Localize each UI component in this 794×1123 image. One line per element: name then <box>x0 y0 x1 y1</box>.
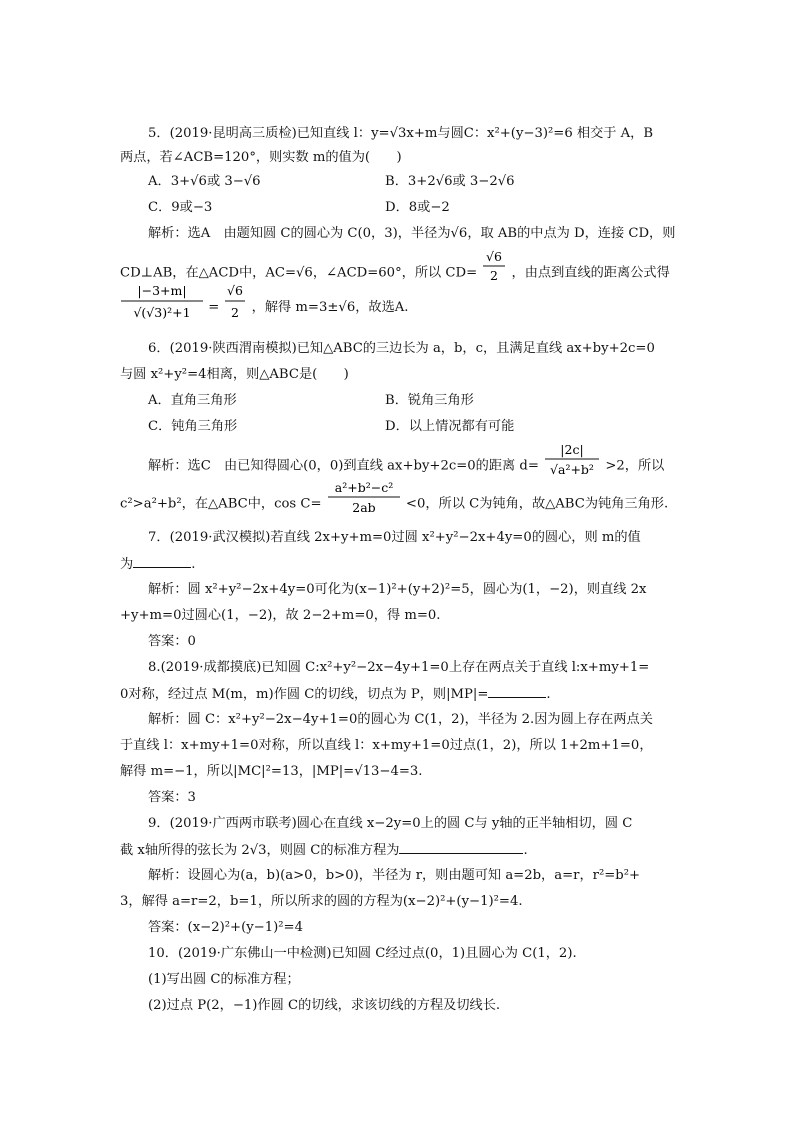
problem-6-option-c: C．钝角三角形 <box>148 419 238 434</box>
problem-5-stem-line-2: 两点，若∠ACB=120°，则实数 m的值为( ) <box>120 150 402 165</box>
solution-text: 截 x轴所得的弦长为 2√3，则圆 C的标准方程为 <box>120 843 400 858</box>
solution-text: 为 <box>120 557 134 572</box>
fraction-denominator: 2 <box>231 305 240 320</box>
problem-6-solution-line-2 <box>120 480 669 518</box>
problem-10-stem: 10．(2019·广东佛山一中检测)已知圆 C经过点(0，1)且圆心为 C(1，2). <box>148 946 577 961</box>
problem-5-solution-line-1: 解析：选A 由题知圆 C的圆心为 C(0，3)，半径为√6，取 AB的中点为 D，连接 CD，则 <box>148 226 676 241</box>
problem-6-stem-line-1: 6．(2019·陕西渭南模拟)已知△ABC的三边长为 a，b，c，且满足直线 ax+by+2c=0 <box>148 341 655 356</box>
problem-5-option-c: C．9或−3 <box>148 200 213 215</box>
problem-9-solution-line-1: 解析：设圆心为(a，b)(a>0，b>0)，半径为 r，则由题可知 a=2b，a=r，r²=b²+ <box>148 868 641 883</box>
problem-6-stem-line-2: 与圆 x²+y²=4相离，则△ABC是( ) <box>120 367 349 382</box>
fraction-denominator: 2 <box>490 268 499 283</box>
fraction-numerator: |−3+m| <box>137 283 187 298</box>
solution-text: CD⊥AB，在△ACD中，AC=√6，∠ACD=60°，所以 CD= <box>120 265 478 281</box>
fraction-d <box>543 440 601 480</box>
problem-8-stem-line-2 <box>120 685 680 704</box>
answer-blank <box>399 841 523 854</box>
solution-text: >2，所以 <box>605 458 665 474</box>
solution-text: 0对称，经过点 M(m，m)作圆 C的切线，切点为 P，则|MP|= <box>120 687 489 702</box>
problem-6-option-d: D．以上情况都有可能 <box>385 419 515 434</box>
problem-6-option-b: B．锐角三角形 <box>385 393 474 408</box>
problem-8-solution-line-2: 于直线 l：x+my+1=0对称，所以直线 l：x+my+1=0过点(1，2)，所以 1+2m+1=0， <box>120 738 653 753</box>
fraction-cd <box>481 247 507 287</box>
problem-5-solution-line-3 <box>120 283 409 324</box>
fraction-denominator: √(√3)²+1 <box>133 305 191 320</box>
problem-5-option-a: A．3+√6或 3−√6 <box>148 174 261 189</box>
problem-10-part-2: (2)过点 P(2，−1)作圆 C的切线，求该切线的方程及切线长. <box>148 998 501 1013</box>
problem-7-solution-line-1: 解析：圆 x²+y²−2x+4y=0可化为(x−1)²+(y+2)²=5，圆心为(1，−2)，则直线 2x <box>148 582 647 597</box>
problem-8-stem-line-1: 8.(2019·成都摸底)已知圆 C:x²+y²−2x−4y+1=0上存在两点关于直线 l:x+my+1= <box>148 660 650 675</box>
equals-sign: = <box>208 300 220 315</box>
fraction-numerator: |2c| <box>560 442 584 457</box>
period: . <box>546 687 551 702</box>
problem-7-stem-line-2 <box>120 555 680 574</box>
problem-9-answer: 答案：(x−2)²+(y−1)²=4 <box>148 920 303 935</box>
problem-6-option-a: A．直角三角形 <box>148 393 237 408</box>
problem-7-stem-line-1: 7．(2019·武汉模拟)若直线 2x+y+m=0过圆 x²+y²−2x+4y=0的圆心，则 m的值 <box>148 530 641 545</box>
problem-5-option-d: D．8或−2 <box>385 200 450 215</box>
problem-9-stem-line-2 <box>120 841 680 860</box>
problem-5-option-b: B．3+2√6或 3−2√6 <box>385 174 515 189</box>
problem-7-solution-line-2: +y+m=0过圆心(1，−2)，故 2−2+m=0，得 m=0. <box>120 608 441 623</box>
period: . <box>523 843 528 858</box>
fraction-numerator: a²+b²−c² <box>334 480 393 495</box>
fraction-denominator: 2ab <box>352 500 376 515</box>
problem-10-part-1: (1)写出圆 C的标准方程； <box>148 972 300 987</box>
answer-blank <box>488 685 546 698</box>
problem-6-solution-line-1 <box>148 442 665 480</box>
solution-text: ，由点到直线的距离公式得 <box>511 265 670 281</box>
problem-8-solution-line-3: 解得 m=−1，所以|MC|²=13，|MP|=√13−4=3. <box>120 764 423 779</box>
fraction-numerator: √6 <box>486 249 503 264</box>
problem-8-solution-line-1: 解析：圆 C：x²+y²−2x−4y+1=0的圆心为 C(1，2)，半径为 2.因为圆上存在两点关 <box>148 712 653 727</box>
problem-9-solution-line-2: 3，解得 a=r=2，b=1，所以所求的圆的方程为(x−2)²+(y−1)²=4. <box>120 894 523 909</box>
problem-8-answer: 答案：3 <box>148 790 196 805</box>
solution-text: c²>a²+b²，在△ABC中，cos C= <box>120 496 322 512</box>
fraction-rhs <box>223 280 247 324</box>
solution-text: <0，所以 C为钝角，故△ABC为钝角三角形. <box>405 496 669 512</box>
fraction-cos <box>326 478 402 518</box>
problem-5-stem-line-1: 5．(2019·昆明高三质检)已知直线 l：y=√3x+m与圆C：x²+(y−3)²=6 相交于 A，B <box>148 126 654 141</box>
solution-text: 解析：选C 由已知得圆心(0，0)到直线 ax+by+2c=0的距离 d= <box>148 458 539 474</box>
fraction-denominator: √a²+b² <box>550 462 595 477</box>
fraction-numerator: √6 <box>227 283 244 298</box>
solution-text: ，解得 m=3±√6，故选A. <box>251 300 409 315</box>
problem-9-stem-line-1: 9．(2019·广西两市联考)圆心在直线 x−2y=0上的圆 C与 y轴的正半轴相切，圆 C <box>148 816 633 831</box>
problem-7-answer: 答案：0 <box>148 634 196 649</box>
answer-blank <box>133 555 191 568</box>
fraction-distance <box>120 280 204 324</box>
period: . <box>191 557 196 572</box>
